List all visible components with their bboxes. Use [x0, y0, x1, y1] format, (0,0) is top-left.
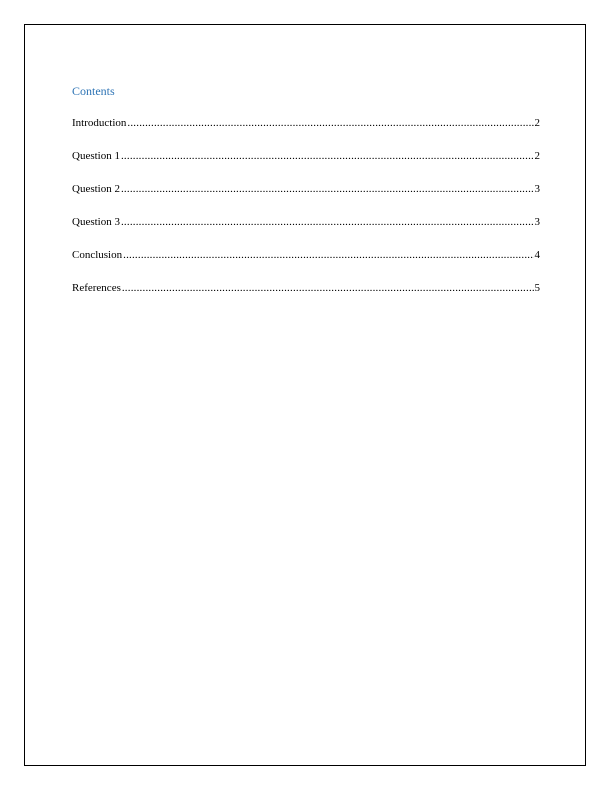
toc-entry-label: Question 3: [72, 216, 120, 228]
toc-entry-conclusion[interactable]: [72, 248, 540, 281]
toc-entry-page-number: 2: [534, 117, 540, 129]
toc-entry-page-number: 3: [534, 183, 540, 195]
dot-leader: [121, 149, 534, 163]
toc-entry-label: Question 2: [72, 183, 120, 195]
toc-entry-label: Conclusion: [72, 249, 123, 261]
toc-entry-introduction[interactable]: [72, 116, 540, 149]
dot-leader: [123, 248, 533, 262]
toc-entry-page-number: 2: [534, 150, 540, 162]
toc-heading: Contents: [72, 84, 115, 98]
toc-entry-page-number: 4: [534, 249, 540, 261]
toc-entry-references[interactable]: [72, 281, 540, 314]
dot-leader: [121, 182, 534, 196]
dot-leader: [121, 215, 534, 229]
toc-entry-question-2[interactable]: [72, 182, 540, 215]
toc-entry-question-1[interactable]: [72, 149, 540, 182]
toc-entry-question-3[interactable]: [72, 215, 540, 248]
dot-leader: [127, 116, 533, 130]
toc-entry-page-number: 5: [534, 282, 540, 294]
table-of-contents: [72, 116, 540, 314]
dot-leader: [122, 281, 534, 295]
toc-entry-page-number: 3: [534, 216, 540, 228]
toc-entry-label: References: [72, 282, 121, 294]
toc-entry-label: Question 1: [72, 150, 120, 162]
toc-entry-label: Introduction: [72, 117, 127, 129]
